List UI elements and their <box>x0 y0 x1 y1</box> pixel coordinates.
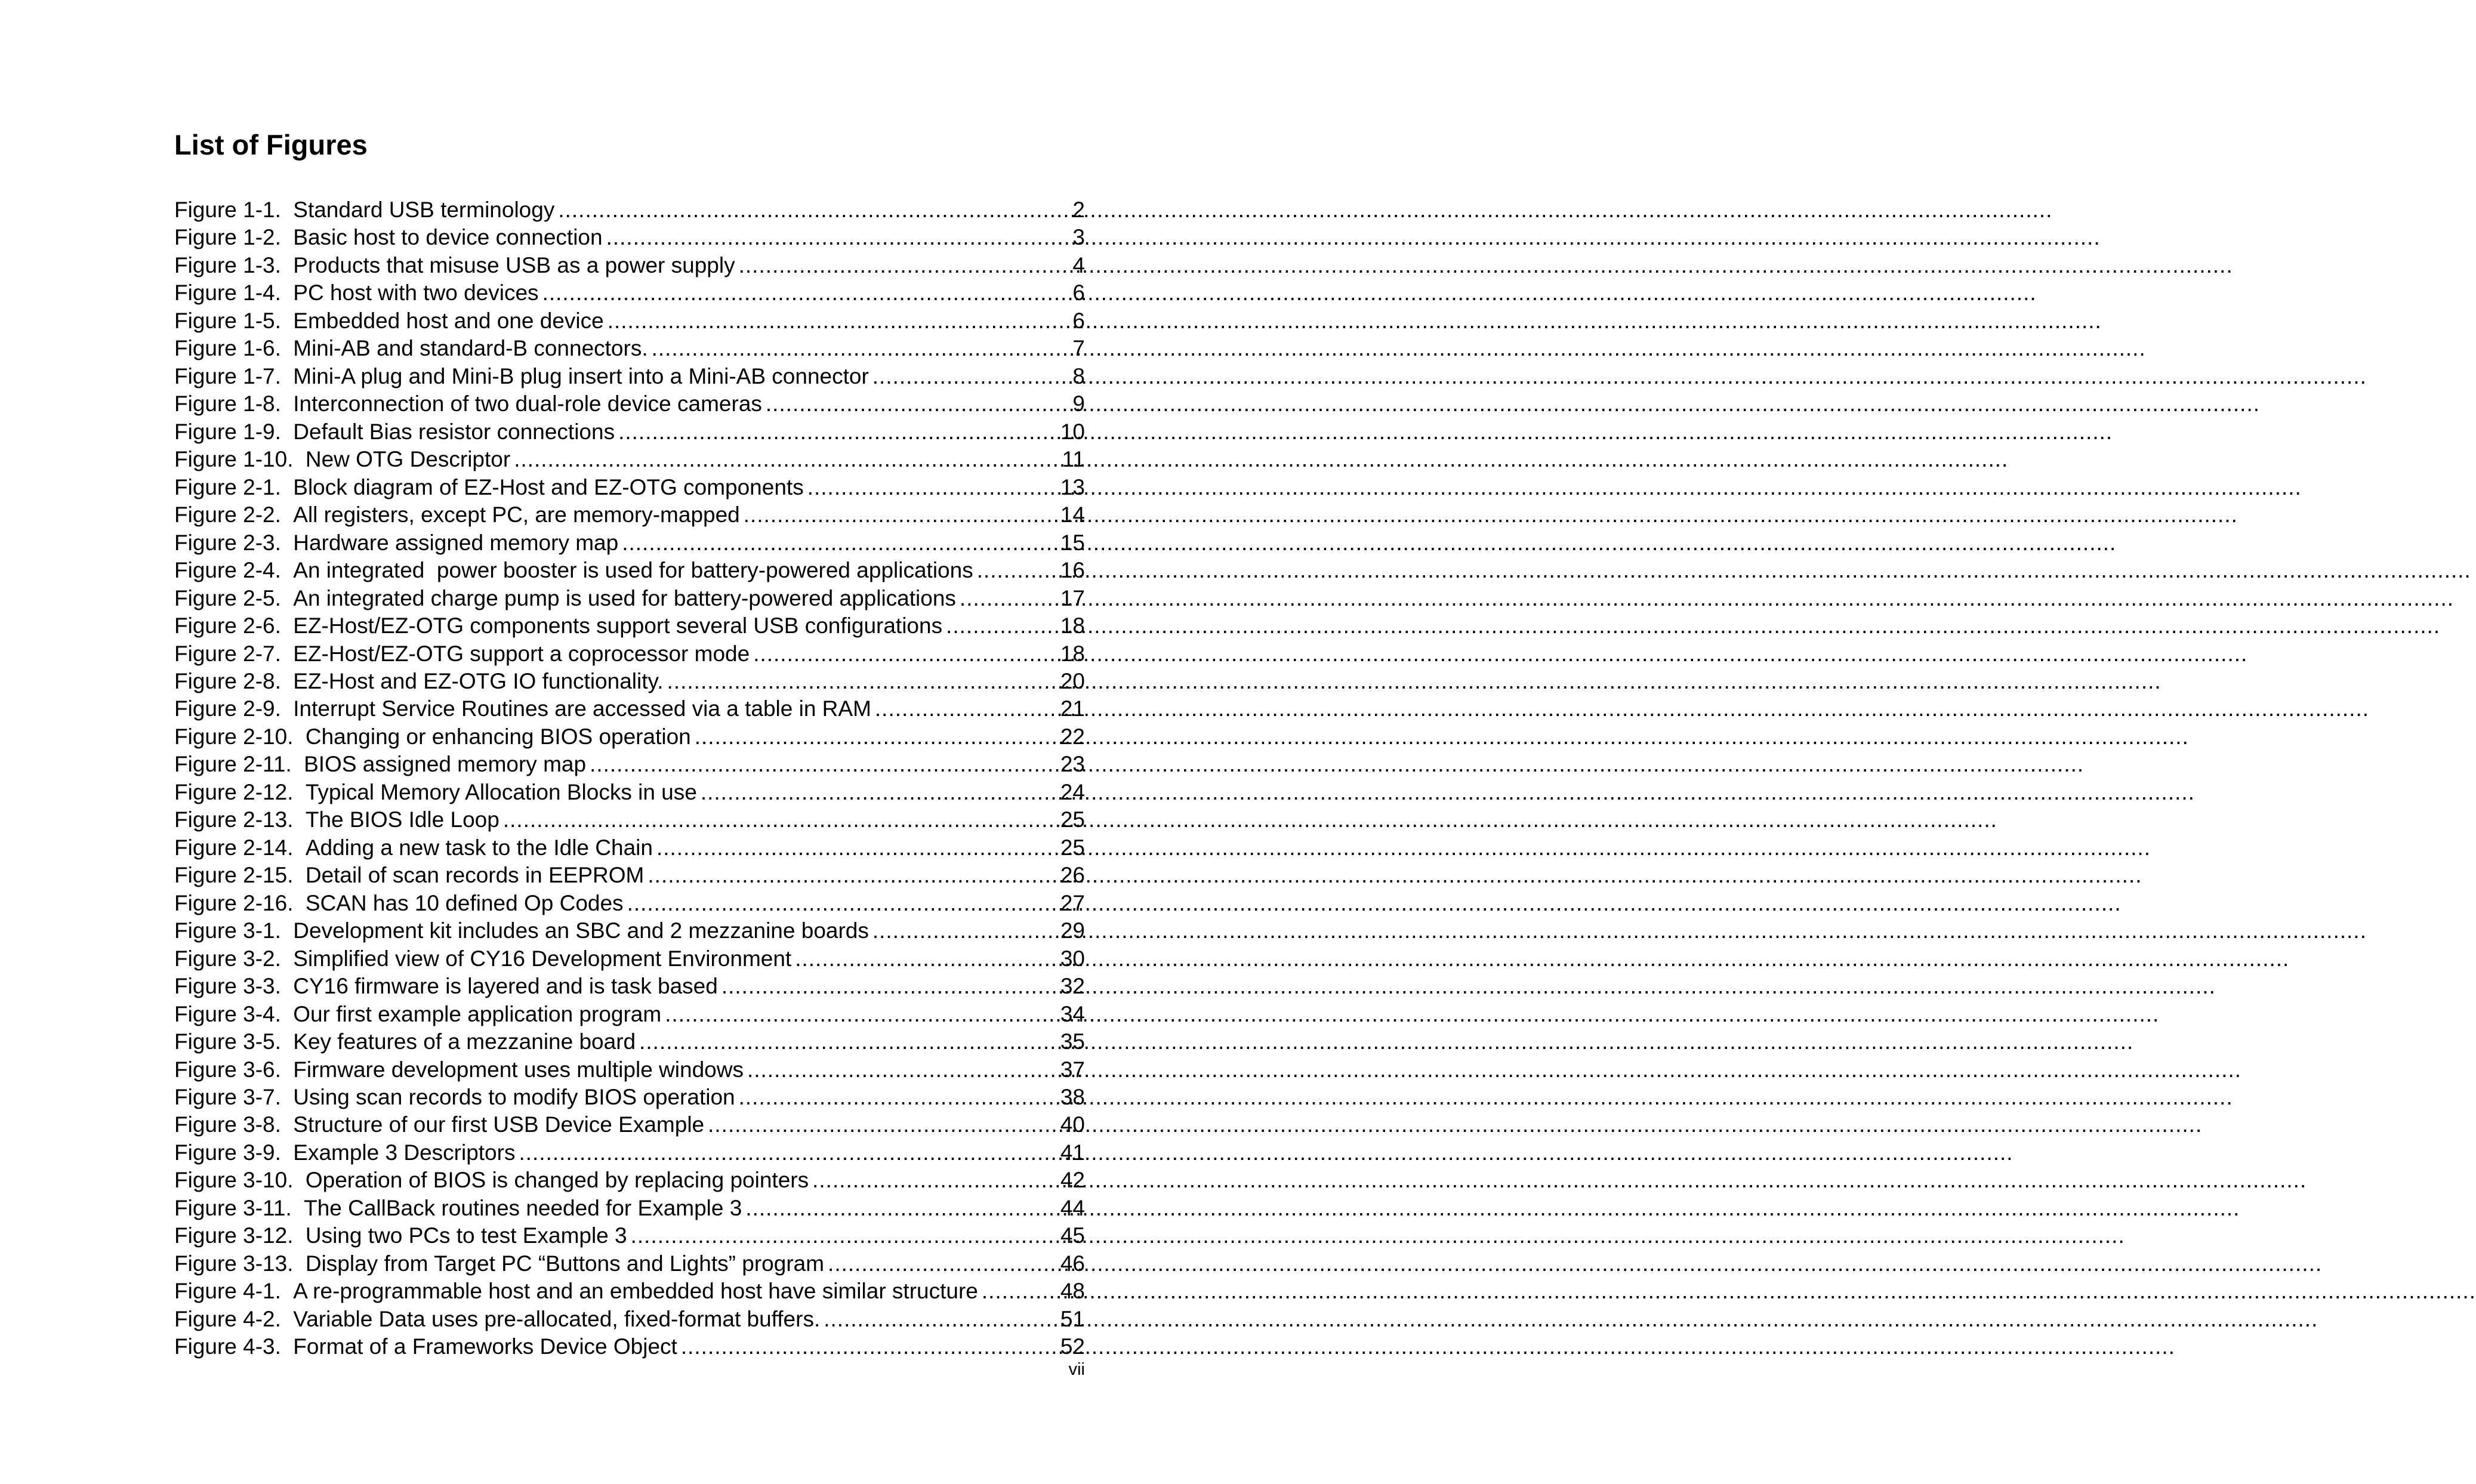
figure-page-number: 15 <box>1060 530 1085 555</box>
figure-entry[interactable] <box>174 279 1085 307</box>
dot-leader <box>704 1111 1060 1139</box>
dot-leader <box>956 585 1060 612</box>
figure-entry[interactable] <box>174 474 1085 501</box>
dot-leader <box>718 973 1060 1000</box>
dot-leader <box>515 1139 1060 1167</box>
figure-page-number: 6 <box>1072 280 1085 306</box>
dot-leader <box>869 363 1073 390</box>
figure-entry[interactable] <box>174 973 1085 1000</box>
figure-number: Figure 3-12. <box>174 1223 294 1248</box>
figure-entry[interactable] <box>174 834 1085 862</box>
figure-number: Figure 1-2. <box>174 225 281 250</box>
dot-leader <box>554 196 1072 224</box>
figure-title: Firmware development uses multiple windows <box>293 1057 744 1082</box>
figure-entry[interactable] <box>174 917 1085 945</box>
figure-page-number: 18 <box>1060 641 1085 666</box>
figure-title: Simplified view of CY16 Development Environment <box>293 946 792 971</box>
dot-leader <box>636 1028 1060 1056</box>
figure-number: Figure 3-11. <box>174 1195 292 1220</box>
figure-entry[interactable] <box>174 1333 1085 1360</box>
figure-title: Using two PCs to test Example 3 <box>305 1223 627 1248</box>
figure-number: Figure 2-10. <box>174 724 294 749</box>
figure-title: Interrupt Service Routines are accessed via a table in RAM <box>293 696 871 721</box>
figure-entry[interactable] <box>174 363 1085 390</box>
figure-page-number: 13 <box>1060 474 1085 499</box>
document-page <box>0 0 1222 1484</box>
figure-entry[interactable] <box>174 307 1085 335</box>
figure-title: Key features of a mezzanine board <box>293 1029 636 1054</box>
dot-leader <box>824 1250 1060 1278</box>
figure-page-number: 9 <box>1072 391 1085 416</box>
figure-number: Figure 2-3. <box>174 530 281 555</box>
figure-page-number: 16 <box>1060 558 1085 583</box>
figure-page-number: 38 <box>1060 1085 1085 1109</box>
figure-page-number: 44 <box>1060 1195 1085 1220</box>
figure-page-number: 17 <box>1060 585 1085 610</box>
figure-entry[interactable] <box>174 1056 1085 1084</box>
figure-title: Example 3 Descriptors <box>293 1140 516 1165</box>
figure-page-number: 37 <box>1060 1057 1085 1082</box>
figure-title: Interconnection of two dual-role device cameras <box>293 391 762 416</box>
figure-entry[interactable] <box>174 612 1085 640</box>
figure-number: Figure 3-5. <box>174 1029 281 1054</box>
dot-leader <box>735 1084 1060 1111</box>
figure-number: Figure 4-2. <box>174 1306 281 1331</box>
figure-number: Figure 4-1. <box>174 1279 281 1304</box>
figure-entry[interactable] <box>174 945 1085 973</box>
figure-number: Figure 3-8. <box>174 1112 281 1137</box>
figure-page-number: 24 <box>1060 779 1085 804</box>
dot-leader <box>762 390 1073 418</box>
figure-title: Embedded host and one device <box>293 308 604 333</box>
dot-leader <box>744 1056 1060 1084</box>
figure-page-number: 34 <box>1060 1001 1085 1026</box>
dot-leader <box>648 335 1073 362</box>
figure-title: Standard USB terminology <box>293 198 555 222</box>
figure-entry[interactable] <box>174 224 1085 251</box>
dot-leader <box>871 695 1060 723</box>
dot-leader <box>627 1222 1060 1249</box>
dot-leader <box>740 501 1060 529</box>
figure-number: Figure 1-4. <box>174 280 281 306</box>
figure-page-number: 32 <box>1060 974 1085 999</box>
figure-title: Mini-A plug and Mini-B plug insert into a Mini-AB connector <box>293 363 869 388</box>
figure-page-number: 41 <box>1060 1140 1085 1165</box>
figure-entry[interactable] <box>174 252 1085 279</box>
figure-page-number: 25 <box>1060 835 1085 860</box>
figure-title: New OTG Descriptor <box>305 447 511 472</box>
dot-leader <box>697 779 1060 806</box>
figure-number: Figure 1-6. <box>174 336 281 361</box>
figure-number: Figure 2-12. <box>174 779 294 804</box>
figure-page-number: 42 <box>1060 1168 1085 1193</box>
figure-page-number: 14 <box>1060 502 1085 527</box>
figure-page-number: 20 <box>1060 668 1085 693</box>
figure-entry[interactable] <box>174 501 1085 529</box>
figure-title: Mini-AB and standard-B connectors. <box>293 336 648 361</box>
dot-leader <box>624 890 1060 917</box>
dot-leader <box>691 723 1060 751</box>
dot-leader <box>603 224 1073 251</box>
figure-page-number: 52 <box>1060 1334 1085 1359</box>
dot-leader <box>664 668 1060 695</box>
figure-page-number: 30 <box>1060 946 1085 971</box>
figure-title: Structure of our first USB Device Example <box>293 1112 705 1137</box>
figure-title: EZ-Host/EZ-OTG support a coprocessor mode <box>293 641 750 666</box>
figure-entry[interactable] <box>174 1111 1085 1139</box>
figure-page-number: 51 <box>1060 1306 1085 1331</box>
figure-title: An integrated charge pump is used for battery-powered applications <box>293 585 956 610</box>
figure-title: BIOS assigned memory map <box>304 752 587 777</box>
figure-entry[interactable] <box>174 446 1085 473</box>
dot-leader <box>973 557 1060 584</box>
figure-page-number: 26 <box>1060 863 1085 888</box>
figure-number: Figure 3-1. <box>174 918 281 943</box>
figure-title: Operation of BIOS is changed by replacing pointers <box>305 1168 809 1193</box>
dot-leader <box>735 252 1073 279</box>
figure-title: Products that misuse USB as a power supply <box>293 252 735 277</box>
figure-number: Figure 1-10. <box>174 447 294 472</box>
figure-page-number: 7 <box>1072 336 1085 361</box>
figure-title: Typical Memory Allocation Blocks in use <box>305 779 697 804</box>
figure-title: Adding a new task to the Idle Chain <box>305 835 653 860</box>
figure-entry[interactable] <box>174 1084 1085 1111</box>
figure-number: Figure 2-5. <box>174 585 281 610</box>
dot-leader <box>869 917 1060 945</box>
dot-leader <box>604 307 1073 335</box>
figure-number: Figure 1-3. <box>174 252 281 277</box>
figure-page-number: 27 <box>1060 890 1085 915</box>
figure-page-number: 21 <box>1060 696 1085 721</box>
figure-title: Using scan records to modify BIOS operation <box>293 1085 735 1109</box>
figure-entry[interactable] <box>174 779 1085 806</box>
figure-entry[interactable] <box>174 196 1085 224</box>
figure-number: Figure 1-9. <box>174 419 281 444</box>
figure-number: Figure 1-1. <box>174 198 281 222</box>
figure-title: EZ-Host/EZ-OTG components support several USB configurations <box>293 613 943 638</box>
figure-page-number: 10 <box>1060 419 1085 444</box>
dot-leader <box>539 279 1073 307</box>
figure-title: Display from Target PC “Buttons and Lights” program <box>305 1251 825 1276</box>
figure-title: The CallBack routines needed for Example 3 <box>304 1195 742 1220</box>
figure-title: EZ-Host and EZ-OTG IO functionality. <box>293 668 664 693</box>
dot-leader <box>615 418 1060 446</box>
figure-page-number: 18 <box>1060 613 1085 638</box>
figure-number: Figure 1-7. <box>174 363 281 388</box>
figure-entry[interactable] <box>174 668 1085 695</box>
figure-page-number: 48 <box>1060 1279 1085 1304</box>
figure-title: Changing or enhancing BIOS operation <box>305 724 691 749</box>
figure-entry[interactable] <box>174 1001 1085 1028</box>
page-title: List of Figures <box>174 129 368 161</box>
figure-title: Variable Data uses pre-allocated, fixed-format buffers. <box>293 1306 821 1331</box>
dot-leader <box>510 446 1062 473</box>
dot-leader <box>978 1278 1060 1305</box>
figure-number: Figure 2-7. <box>174 641 281 666</box>
figure-page-number: 35 <box>1060 1029 1085 1054</box>
figure-page-number: 25 <box>1060 807 1085 832</box>
figure-number: Figure 2-11. <box>174 752 292 777</box>
figure-title: SCAN has 10 defined Op Codes <box>305 890 624 915</box>
figure-title: Block diagram of EZ-Host and EZ-OTG components <box>293 474 804 499</box>
dot-leader <box>942 612 1060 640</box>
figure-list <box>174 196 1085 1361</box>
figure-entry[interactable] <box>174 890 1085 917</box>
figure-number: Figure 2-15. <box>174 863 294 888</box>
figure-number: Figure 3-4. <box>174 1001 281 1026</box>
figure-number: Figure 2-13. <box>174 807 294 832</box>
figure-page-number: 46 <box>1060 1251 1085 1276</box>
figure-entry[interactable] <box>174 1195 1085 1222</box>
figure-entry[interactable] <box>174 335 1085 362</box>
figure-title: Our first example application program <box>293 1001 662 1026</box>
figure-page-number: 8 <box>1072 363 1085 388</box>
figure-number: Figure 2-16. <box>174 890 294 915</box>
figure-entry[interactable] <box>174 1278 1085 1305</box>
figure-number: Figure 2-14. <box>174 835 294 860</box>
figure-page-number: 4 <box>1072 252 1085 277</box>
figure-number: Figure 2-1. <box>174 474 281 499</box>
figure-number: Figure 3-2. <box>174 946 281 971</box>
figure-title: PC host with two devices <box>293 280 539 306</box>
figure-entry[interactable] <box>174 640 1085 668</box>
figure-title: All registers, except PC, are memory-mapped <box>293 502 740 527</box>
figure-page-number: 40 <box>1060 1112 1085 1137</box>
dot-leader <box>809 1167 1060 1194</box>
figure-entry[interactable] <box>174 862 1085 889</box>
figure-entry[interactable] <box>174 390 1085 418</box>
figure-number: Figure 1-8. <box>174 391 281 416</box>
figure-entry[interactable] <box>174 1028 1085 1056</box>
figure-entry[interactable] <box>174 751 1085 778</box>
dot-leader <box>499 806 1060 834</box>
figure-title: A re-programmable host and an embedded host have similar structure <box>293 1279 978 1304</box>
figure-number: Figure 3-7. <box>174 1085 281 1109</box>
dot-leader <box>661 1001 1060 1028</box>
page-folio: vii <box>1068 1360 1085 1379</box>
figure-entry[interactable] <box>174 1139 1085 1167</box>
figure-title: CY16 firmware is layered and is task based <box>293 974 718 999</box>
figure-entry[interactable] <box>174 1222 1085 1249</box>
figure-page-number: 6 <box>1072 308 1085 333</box>
figure-page-number: 3 <box>1072 225 1085 250</box>
figure-page-number: 45 <box>1060 1223 1085 1248</box>
figure-entry[interactable] <box>174 1250 1085 1278</box>
figure-number: Figure 2-8. <box>174 668 281 693</box>
figure-title: An integrated power booster is used for battery-powered applications <box>293 558 973 583</box>
figure-number: Figure 2-9. <box>174 696 281 721</box>
figure-title: Hardware assigned memory map <box>293 530 619 555</box>
figure-title: Basic host to device connection <box>293 225 603 250</box>
figure-number: Figure 1-5. <box>174 308 281 333</box>
dot-leader <box>791 945 1060 973</box>
figure-title: The BIOS Idle Loop <box>305 807 499 832</box>
figure-number: Figure 3-6. <box>174 1057 281 1082</box>
figure-entry[interactable] <box>174 723 1085 751</box>
figure-title: Default Bias resistor connections <box>293 419 615 444</box>
dot-leader <box>750 640 1060 668</box>
figure-entry[interactable] <box>174 418 1085 446</box>
figure-number: Figure 2-6. <box>174 613 281 638</box>
dot-leader <box>586 751 1060 778</box>
figure-entry[interactable] <box>174 557 1085 584</box>
figure-title: Development kit includes an SBC and 2 mezzanine boards <box>293 918 869 943</box>
dot-leader <box>653 834 1060 862</box>
figure-entry[interactable] <box>174 1306 1085 1333</box>
dot-leader <box>742 1195 1060 1222</box>
figure-page-number: 29 <box>1060 918 1085 943</box>
dot-leader <box>618 529 1060 557</box>
figure-page-number: 23 <box>1060 752 1085 777</box>
figure-page-number: 2 <box>1072 198 1085 222</box>
figure-number: Figure 3-10. <box>174 1168 294 1193</box>
figure-number: Figure 3-13. <box>174 1251 294 1276</box>
figure-number: Figure 4-3. <box>174 1334 281 1359</box>
dot-leader <box>804 474 1060 501</box>
figure-title: Format of a Frameworks Device Object <box>293 1334 677 1359</box>
figure-entry[interactable] <box>174 1167 1085 1194</box>
figure-number: Figure 3-3. <box>174 974 281 999</box>
figure-page-number: 22 <box>1060 724 1085 749</box>
figure-entry[interactable] <box>174 585 1085 612</box>
dot-leader <box>677 1333 1060 1360</box>
figure-page-number: 11 <box>1062 447 1085 472</box>
figure-number: Figure 2-4. <box>174 558 281 583</box>
figure-number: Figure 3-9. <box>174 1140 281 1165</box>
figure-entry[interactable] <box>174 806 1085 834</box>
dot-leader <box>820 1306 1060 1333</box>
dot-leader <box>644 862 1060 889</box>
figure-title: Detail of scan records in EEPROM <box>305 863 645 888</box>
figure-number: Figure 2-2. <box>174 502 281 527</box>
figure-entry[interactable] <box>174 695 1085 723</box>
figure-entry[interactable] <box>174 529 1085 557</box>
